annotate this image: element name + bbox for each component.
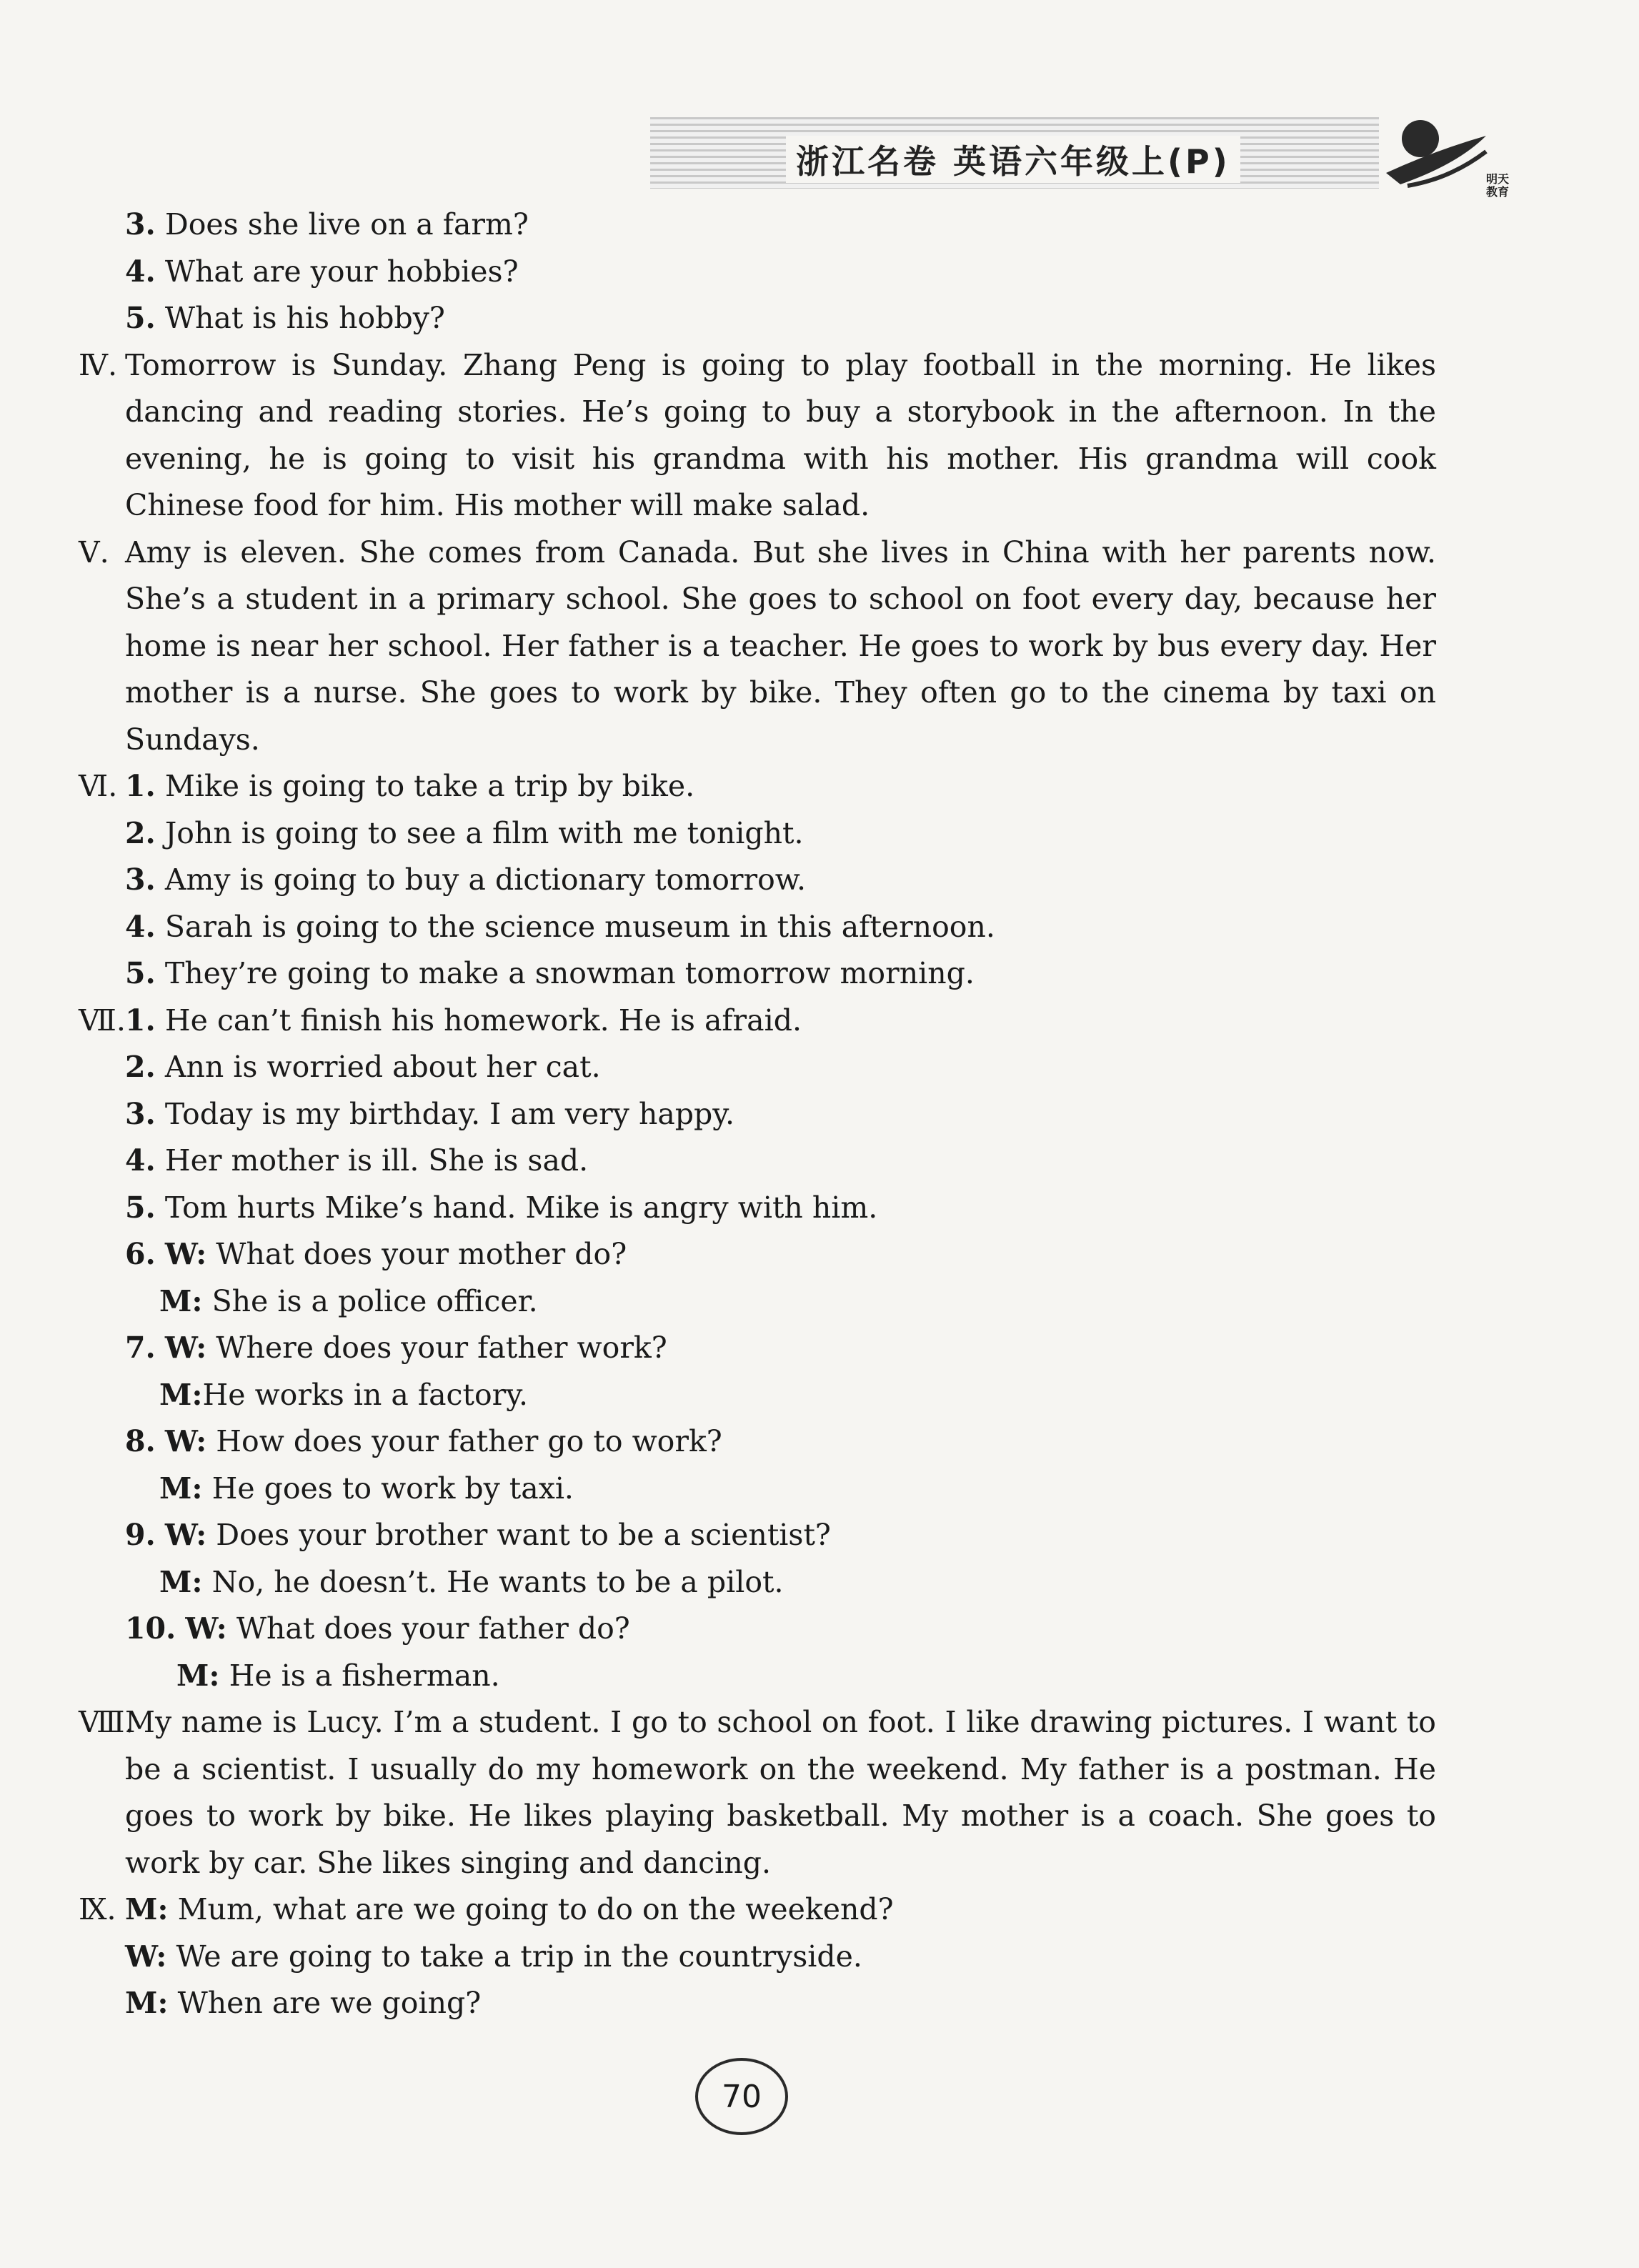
section-label: Ⅶ. <box>79 1003 126 1038</box>
answer-content <box>79 202 1436 2027</box>
section-ix <box>79 1886 1436 2027</box>
section-vi <box>79 763 1436 998</box>
section-vii <box>79 998 1436 1700</box>
dialog-line: 10. W: What does your father do? <box>125 1611 630 1646</box>
list-item: 4. Sarah is going to the science museum in this afternoon. <box>125 909 995 944</box>
section-label: Ⅸ. <box>79 1892 116 1926</box>
list-item: 2. Ann is worried about her cat. <box>125 1050 601 1084</box>
page-header <box>650 107 1529 207</box>
section-iv <box>79 342 1436 529</box>
list-item: 1. Mike is going to take a trip by bike. <box>125 769 695 803</box>
dialog-line: M: He goes to work by taxi. <box>159 1471 574 1506</box>
list-item: 3. Today is my birthday. I am very happy. <box>125 1096 735 1131</box>
section-paragraph: My name is Lucy. I’m a student. I go to school on foot. I like drawing pictures. I want to be a scientist. I usually do my homework on the weekend. My father is a postman. He goes to work by bike. He likes playing basketball. My mother is a coach. She goes to work by car. She likes singing and dancing. <box>125 1705 1436 1880</box>
dialog-line: M: He is a fisherman. <box>176 1658 500 1693</box>
list-item: 5. Tom hurts Mike’s hand. Mike is angry with him. <box>125 1190 878 1225</box>
list-item: 2. John is going to see a film with me tonight. <box>125 815 804 850</box>
section-paragraph: Amy is eleven. She comes from Canada. But she lives in China with her parents now. She’s a student in a primary school. She goes to school on foot every day, because her home is near her school. Her father is a teacher. He goes to work by bus every day. Her mother is a nurse. She goes to work by bike. They often go to the cinema by taxi on Sundays. <box>125 534 1436 757</box>
section-label: Ⅴ. <box>79 534 109 570</box>
dialog-line: M: She is a police officer. <box>159 1283 538 1318</box>
section-v <box>79 529 1436 764</box>
publisher-logo-text: 明天教育 <box>1486 172 1510 199</box>
page-number: 70 <box>695 2058 788 2135</box>
dialog-line: M: Mum, what are we going to do on the weekend? <box>125 1892 894 1926</box>
dialog-line: M:He works in a factory. <box>159 1377 528 1412</box>
dialog-line: M: No, he doesn’t. He wants to be a pilot. <box>159 1564 784 1599</box>
list-item: 5. What is his hobby? <box>125 301 445 335</box>
header-title: 浙江名卷 英语六年级上(P) <box>786 136 1240 183</box>
list-item: 1. He can’t finish his homework. He is afraid. <box>125 1003 802 1038</box>
dialog-line: 9. W: Does your brother want to be a scientist? <box>125 1518 831 1552</box>
list-item: 3. Amy is going to buy a dictionary tomorrow. <box>125 862 807 897</box>
dialog-line: W: We are going to take a trip in the countryside. <box>125 1939 862 1974</box>
dialog-line: 6. W: What does your mother do? <box>125 1237 627 1271</box>
dialog-line: 7. W: Where does your father work? <box>125 1331 667 1365</box>
section-label: Ⅷ. <box>79 1705 134 1739</box>
section-label: Ⅵ. <box>79 769 118 803</box>
list-item: 4. Her mother is ill. She is sad. <box>125 1143 589 1178</box>
list-item: 3. Does she live on a farm? <box>125 207 529 242</box>
section-viii <box>79 1699 1436 1886</box>
dialog-line: M: When are we going? <box>125 1986 482 2020</box>
list-item: 4. What are your hobbies? <box>125 254 519 289</box>
dialog-line: 8. W: How does your father go to work? <box>125 1424 722 1458</box>
section-label: Ⅳ. <box>79 347 117 382</box>
section-paragraph: Tomorrow is Sunday. Zhang Peng is going to play football in the morning. He likes dancing and reading stories. He’s going to buy a storybook in the afternoon. In the evening, he is going to visit his grandma with his mother. His grandma will cook Chinese food for him. His mother will make salad. <box>125 347 1436 522</box>
list-item: 5. They’re going to make a snowman tomorrow morning. <box>125 956 975 990</box>
